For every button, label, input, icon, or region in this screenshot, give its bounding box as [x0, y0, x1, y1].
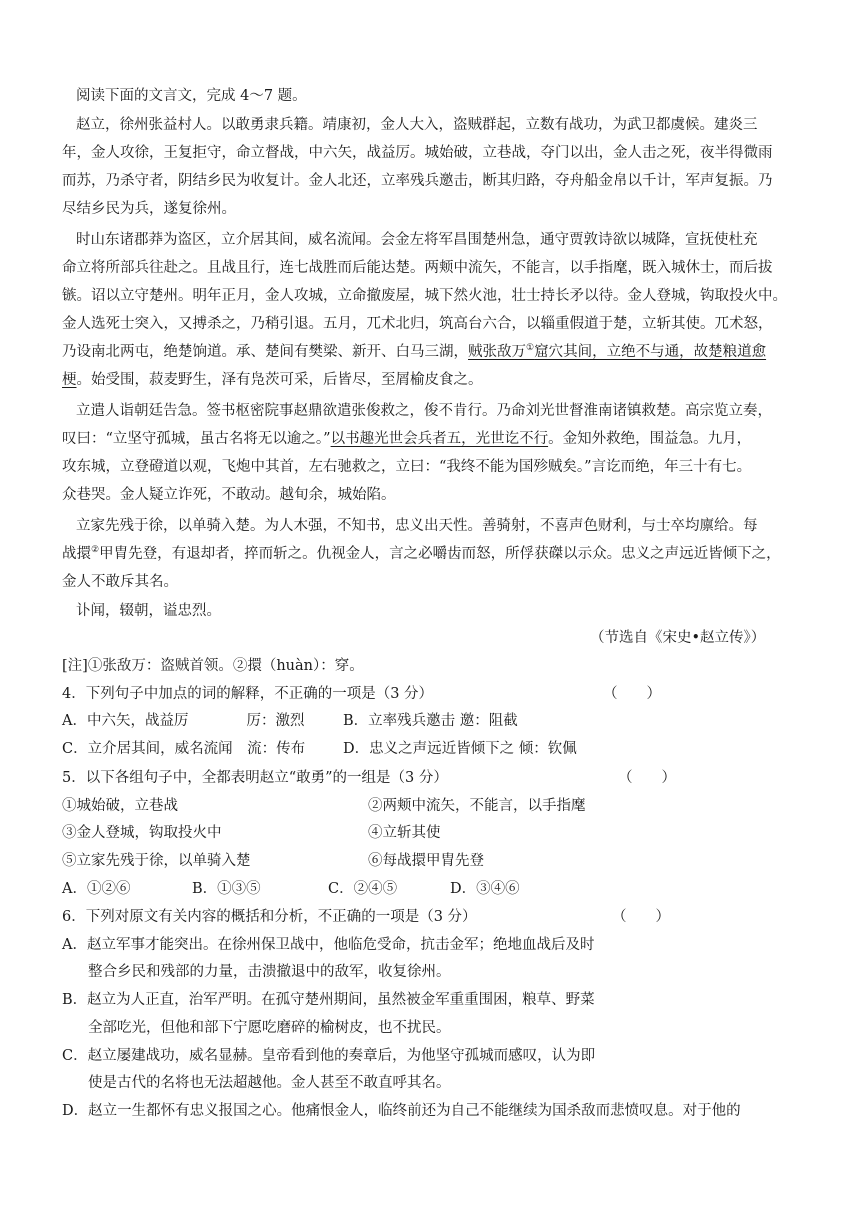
question-5-option-a: A．①②⑥ — [62, 881, 131, 897]
passage-text: 。金知外救绝，围益急。九月， — [548, 431, 752, 447]
passage-p1-line4: 尽结乡民为兵，遂复徐州。 — [62, 201, 236, 217]
underlined-text: 窟穴其间，立绝不与通，故楚粮道愈 — [534, 344, 767, 360]
question-5-answer-paren: （ ） — [618, 770, 676, 786]
passage-text: 甲胄先登，有退却者，捽而斩之。仇视金人，言之必嚼齿而怒，所俘获磔以示众。忠义之声远近皆倾下之， — [99, 546, 781, 562]
passage-p2-line5 — [62, 342, 782, 362]
source-citation: （节选自《宋史•赵立传》） — [590, 630, 766, 646]
question-5-option-c: C．②④⑤ — [328, 881, 398, 897]
question-4-answer-paren: （ ） — [603, 686, 661, 702]
passage-p4-line1: 立家先残于徐，以单骑入楚。为人木强，不知书，忠义出天性。善骑射，不喜声色财利，与士卒均廪给。每 — [76, 518, 758, 534]
question-6-option-b-line2: 全部吃光，但他和部下宁愿吃磨碎的榆树皮，也不扰民。 — [88, 1020, 451, 1036]
question-6-option-d-line1: D．赵立一生都怀有忠义报国之心。他痛恨金人，临终前还为自己不能继续为国杀敌而悲愤叹息。对于他的 — [62, 1103, 741, 1119]
passage-p3-line1: 立遣人诣朝廷告急。签书枢密院事赵鼎欲遣张俊救之，俊不肯行。乃命刘光世督淮南诸镇救楚。高宗览立奏， — [76, 403, 772, 419]
passage-p5: 讣闻，辍朝，谥忠烈。 — [76, 603, 221, 619]
question-5-option-b: B．①③⑤ — [192, 881, 261, 897]
question-4-option-b: B．立率残兵邀击 邀：阻截 — [343, 713, 518, 729]
question-4-option-d: D．忠义之声远近皆倾下之 倾：钦佩 — [343, 741, 577, 757]
passage-p2-line4: 金人选死士突入，又搏杀之，乃稍引退。五月，兀术北归，筑高台六合，以辎重假道于楚，立斩其使。兀术怒， — [62, 316, 773, 332]
underlined-sentence-end: 梗 — [62, 372, 77, 388]
question-6-option-c-line2: 使是古代的名将也无法超越他。金人甚至不敢直呼其名。 — [88, 1075, 451, 1091]
reading-instruction: 阅读下面的文言文，完成 4～7 题。 — [76, 88, 307, 104]
question-4-stem: 4．下列句子中加点的词的解释，不正确的一项是（3 分） — [62, 686, 434, 702]
passage-text: 战擐 — [62, 546, 91, 562]
underlined-sentence — [468, 344, 766, 360]
question-6-option-a-line1: A．赵立军事才能突出。在徐州保卫战中，他临危受命，抗击金军；绝地血战后及时 — [62, 937, 595, 953]
passage-text: 。始受围，菽麦野生，泽有凫茨可采，后皆尽，至屑榆皮食之。 — [76, 372, 483, 388]
passage-p4-line2 — [62, 544, 782, 564]
passage-text: 叹曰：“立坚守孤城，虽古名将无以逾之。” — [62, 431, 331, 447]
passage-p2-line1: 时山东诸郡莽为盗区，立介居其间，威名流闻。会金左将军昌围楚州急，通守贾敦诗欲以城降，宣抚使杜充 — [76, 232, 758, 248]
passage-text: 乃设南北两屯，绝楚饷道。承、楚间有樊梁、新开、白马三湖， — [62, 344, 468, 360]
question-5-item-1: ①城始破，立巷战 — [62, 798, 178, 814]
passage-p1-line3: 而苏，乃杀守者，阴结乡民为收复计。金人北还，立率残兵邀击，断其归路，夺舟船金帛以千计，军声复振。乃 — [62, 173, 773, 189]
question-5-item-4: ④立斩其使 — [368, 825, 441, 841]
footnote-marker: ① — [526, 343, 535, 354]
question-6-option-c-line1: C．赵立屡建战功，威名显赫。皇帝看到他的奏章后，为他坚守孤城而感叹，认为即 — [62, 1048, 596, 1064]
passage-p1-line2: 年，金人攻徐，王复拒守，命立督战，中六矢，战益厉。城始破，立巷战，夺门以出，金人击之死，夜半得微雨 — [62, 145, 773, 161]
question-6-answer-paren: （ ） — [612, 909, 670, 925]
question-6-option-b-line1: B．赵立为人正直，治军严明。在孤守楚州期间，虽然被金军重重围困，粮草、野菜 — [62, 992, 595, 1008]
passage-p3-line4: 众巷哭。金人疑立诈死，不敢动。越旬余，城始陷。 — [62, 487, 396, 503]
question-5-stem: 5．以下各组句子中，全都表明赵立“敢勇”的一组是（3 分） — [62, 770, 448, 786]
passage-p2-line3: 镞。诏以立守楚州。明年正月，金人攻城，立命撤废屋，城下然火池，壮士持长矛以待。金人登城，钩取投火中。 — [62, 288, 787, 304]
footnotes: [注]①张敌万：盗贼首领。②擐（huàn）：穿。 — [62, 658, 364, 674]
passage-p3-line2 — [62, 429, 782, 449]
underlined-text: 贼张敌万 — [468, 344, 526, 360]
footnote-marker: ② — [91, 545, 100, 556]
question-6-stem: 6．下列对原文有关内容的概括和分析，不正确的一项是（3 分） — [62, 909, 477, 925]
underlined-sentence: 以书趣光世会兵者五，光世讫不行 — [330, 431, 549, 447]
question-5-item-6: ⑥每战擐甲胄先登 — [368, 853, 484, 869]
question-5-item-5: ⑤立家先残于徐，以单骑入楚 — [62, 853, 251, 869]
question-4-option-a: A．中六矢，战益厉 厉：激烈 — [62, 713, 305, 729]
passage-p1-line1: 赵立，徐州张益村人。以敢勇隶兵籍。靖康初，金人大入，盗贼群起，立数有战功，为武卫都虞候。建炎三 — [76, 117, 758, 133]
question-5-option-d: D．③④⑥ — [450, 881, 520, 897]
passage-p2-line6 — [62, 370, 782, 390]
question-5-item-3: ③金人登城，钩取投火中 — [62, 825, 222, 841]
passage-p2-line2: 命立将所部兵往赴之。且战且行，连七战胜而后能达楚。两颊中流矢，不能言，以手指麾，既入城休士，而后拔 — [62, 260, 773, 276]
passage-p3-line3: 攻东城，立登磴道以观，飞炮中其首，左右驰救之，立曰：“我终不能为国殄贼矣。”言讫而绝，年三十有七。 — [62, 459, 752, 475]
question-5-item-2: ②两颊中流矢，不能言，以手指麾 — [368, 798, 586, 814]
passage-p4-line3: 金人不敢斥其名。 — [62, 574, 178, 590]
question-4-option-c: C．立介居其间，威名流闻 流：传布 — [62, 741, 306, 757]
question-6-option-a-line2: 整合乡民和残部的力量，击溃撤退中的敌军，收复徐州。 — [88, 964, 451, 980]
